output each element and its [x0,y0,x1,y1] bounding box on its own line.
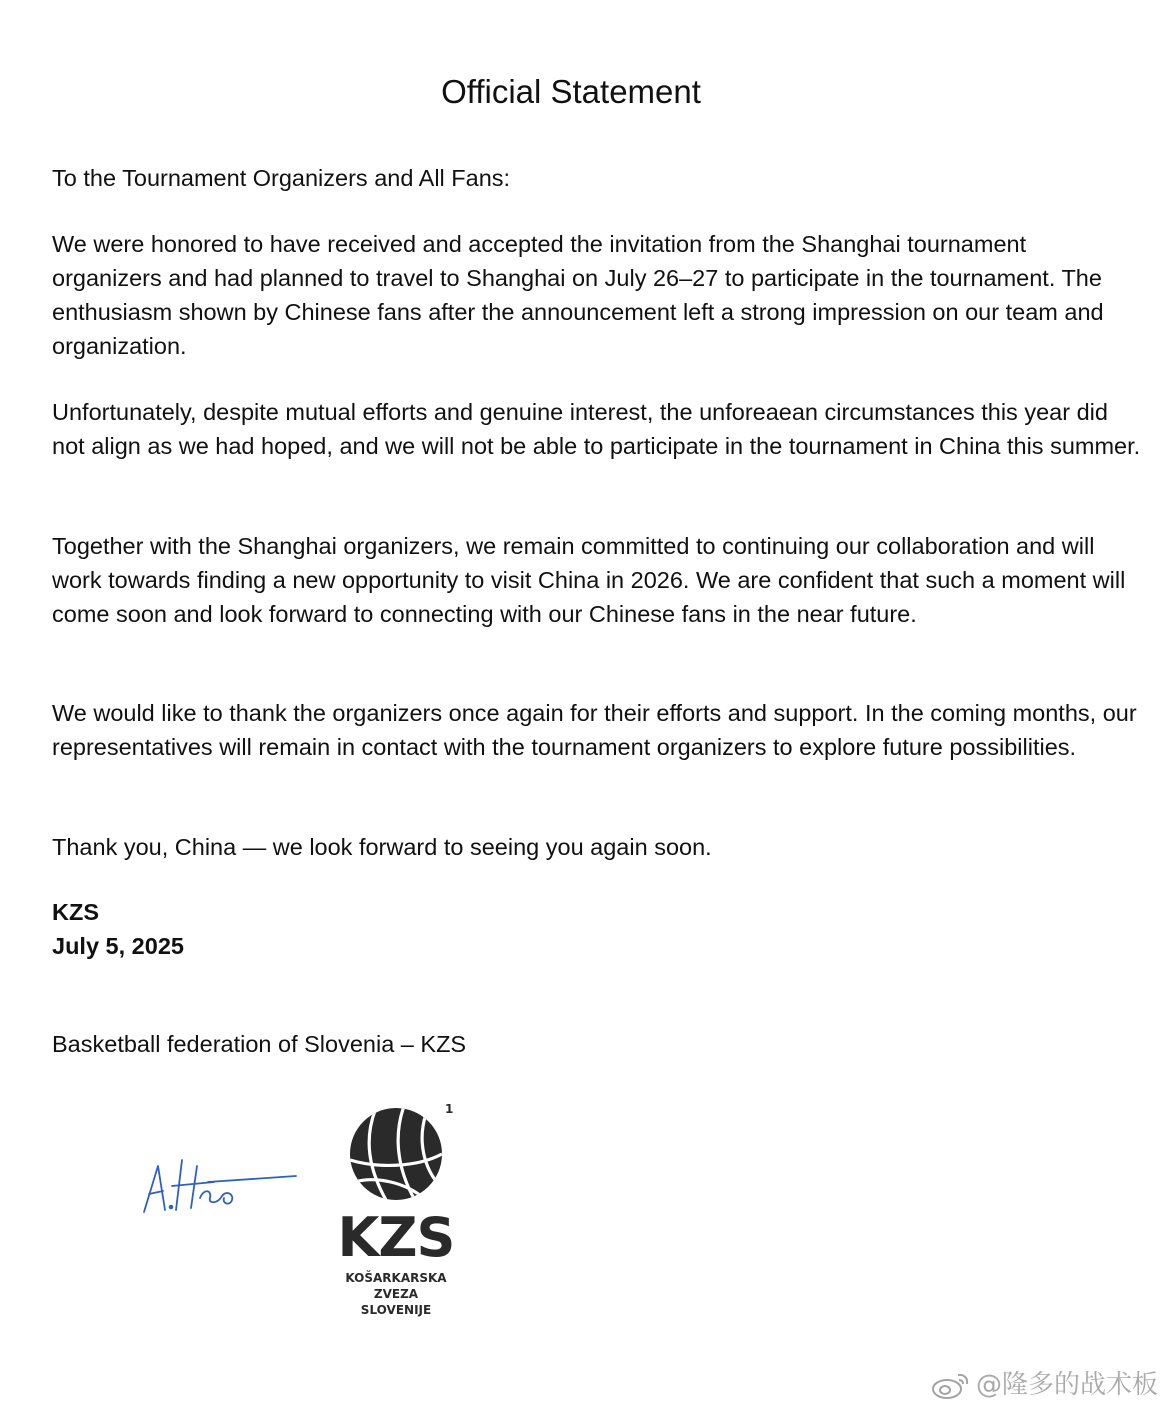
paragraph-invitation: We were honored to have received and accepted the invitation from the Shanghai tournament organizers and had planned to travel to Shanghai on July 26–27 to participate in the tournament. The enthusiasm shown by Chinese fans after the announcement left a strong impression on our team and organization. [52,231,1104,359]
kzs-logo [330,1098,460,1323]
logo-name-line-2: ZVEZA [373,1287,419,1301]
weibo-watermark [930,1368,1158,1402]
handwritten-signature [138,1152,303,1222]
weibo-icon [930,1370,972,1400]
salutation: To the Tournament Organizers and All Fans: [52,165,511,191]
basketball-emblem-icon [346,1098,452,1202]
sender-name: KZS [52,899,99,925]
paragraph-thanks: We would like to thank the organizers once again for their efforts and support. In the coming months, our representatives will remain in contact with the tournament organizers to explore future possibilities. [52,700,1137,760]
logo-superscript: 1 [445,1102,454,1116]
statement-date: July 5, 2025 [52,933,184,959]
paragraph-cancellation: Unfortunately, despite mutual efforts and genuine interest, the unforeaean circumstances this year did not align as we had hoped, and we will not be able to participate in the tournament in China this summer. [52,399,1141,459]
paragraph-future-visit: Together with the Shanghai organizers, we remain committed to continuing our collaboration and will work towards finding a new opportunity to visit China in 2026. We are confident that such a moment will come soon and look forward to connecting with our Chinese fans in the near future. [52,533,1126,627]
logo-name-line-1: KOŠARKARSKA [345,1271,447,1285]
document-title: Official Statement [441,73,701,110]
watermark-text: @隆多的战术板 [975,1370,1158,1400]
organization-name: Basketball federation of Slovenia – KZS [52,1031,467,1057]
logo-name-line-3: SLOVENIJE [360,1303,432,1317]
logo-acronym: KZS [337,1206,455,1269]
closing-line: Thank you, China — we look forward to seeing you again soon. [52,834,712,860]
